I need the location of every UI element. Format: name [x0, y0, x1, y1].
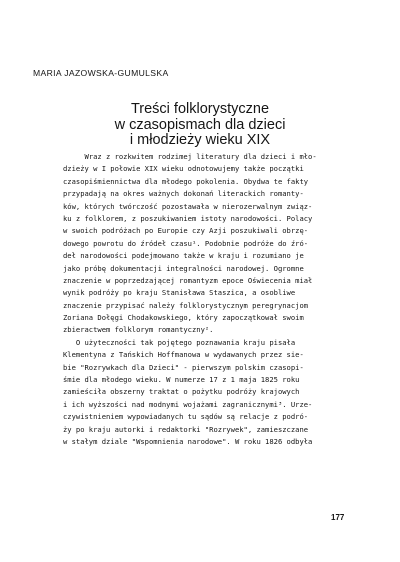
- title-line: i młodzieży wieku XIX: [129, 132, 271, 149]
- body-line: deł narodowości podejmowano także w kraju i rozumiano je: [63, 251, 304, 261]
- body-line: Wraz z rozkwitem rodzimej literatury dla dzieci i mło-: [63, 152, 317, 161]
- body-line: śmie dla młodego wieku. W numerze 17 z 1 maja 1825 roku: [63, 375, 300, 385]
- body-line: ży po kraju autorki i redaktorki "Rozrywek", zamieszczane: [63, 424, 309, 434]
- body-line: jako próbę dokumentacji integralności narodowej. Ogromne: [63, 263, 304, 273]
- body-line: zamieściła obszerny traktat o pożytku podróży krajowych: [63, 387, 300, 397]
- body-line: i ich wyższości nad modnymi wojażami zagranicznymi³. Urze-: [63, 399, 313, 409]
- body-line: zbieractwem folklorym romantyczny².: [63, 325, 214, 335]
- article-body: [63, 151, 353, 448]
- body-line: przypadają na okres ważnych dokonań literackich romanty-: [63, 189, 304, 199]
- title-line: Treści folklorystyczne: [130, 101, 270, 117]
- article-title: [0, 102, 400, 149]
- body-line: dowego powrotu do źródeł czasu¹. Podobnie podróże do źró-: [63, 238, 309, 248]
- page-number: 177: [331, 513, 345, 522]
- body-line: znaczenie w poprzedzającej romantyzm epoce Oświecenia miał: [63, 275, 313, 285]
- body-line: w swoich podróżach po Europie czy Azji poszukiwali obrzę-: [63, 226, 309, 236]
- body-line: ków, których twórczość pozostawała w nierozerwalnym związ-: [63, 201, 313, 211]
- body-line: bie "Rozrywkach dla Dzieci" - pierwszym polskim czasopi-: [63, 362, 304, 372]
- body-line: O użyteczności tak pojętego poznawania kraju pisała: [63, 337, 296, 347]
- body-line: ku z folklorem, z poszukiwaniem istoty narodowości. Polacy: [63, 213, 313, 223]
- body-line: w stałym dziale "Wspomnienia narodowe". W roku 1826 odbyła: [63, 436, 313, 446]
- body-line: czasopiśmiennictwa dla młodego pokolenia. Obydwa te fakty: [63, 176, 309, 186]
- body-line: wynik podróży po kraju Stanisława Staszica, a osobliwe: [63, 288, 296, 298]
- body-line: Zoriana Dołęgi Chodakowskiego, który zapoczątkował swoim: [63, 313, 304, 323]
- body-line: znaczenie przypisać należy folklorystycznym peregrynacjom: [63, 300, 309, 310]
- body-line: czywistnieniem wypowiadanych tu sądów są relacje z podró-: [63, 412, 309, 422]
- title-line: w czasopismach dla dzieci: [114, 116, 286, 133]
- body-line: dzieży w I połowie XIX wieku odnotowujemy także początki: [63, 164, 304, 174]
- body-line: Klementyna z Tańskich Hoffmanowa w wydawanych przez sie-: [63, 350, 304, 360]
- author-name: MARIA JAZOWSKA-GUMULSKA: [33, 68, 169, 78]
